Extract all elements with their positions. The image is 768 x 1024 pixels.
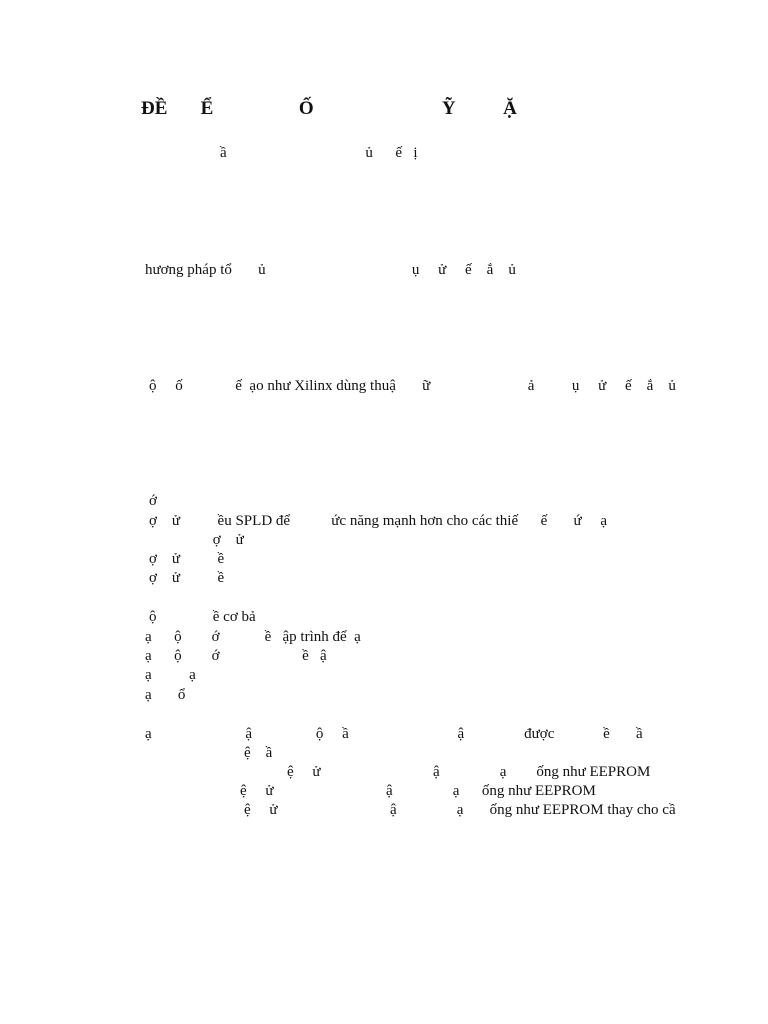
text-line-1: ầ ủ ế ị bbox=[145, 145, 418, 161]
text-line-6: ợ ử bbox=[149, 532, 244, 548]
text-line-15: ệ ầ bbox=[244, 745, 273, 761]
text-line-18: ệ ử ậ ạ ống như EEPROM thay cho cầ bbox=[244, 802, 676, 818]
text-line-3: ộ ố ế ạo như Xilinx dùng thuậ ữ ả ụ ử ế ắ ủ bbox=[149, 378, 676, 394]
text-line-7: ợ ử ề bbox=[149, 551, 225, 567]
text-line-14: ạ ậ ộ ầ ậ được ề ầ bbox=[145, 726, 643, 742]
text-line-11: ạ ộ ớ ề ậ bbox=[145, 648, 327, 664]
text-line-17: ệ ử ậ ạ ống như EEPROM bbox=[240, 783, 596, 799]
text-line-12: ạ ạ bbox=[145, 667, 196, 683]
text-line-4: ớ bbox=[149, 493, 157, 509]
text-line-16: ệ ử ậ ạ ống như EEPROM bbox=[287, 764, 651, 780]
text-line-10: ạ ộ ớ ề ập trình để ạ bbox=[145, 629, 361, 645]
text-line-2: hương pháp tổ ủ ụ ử ế ắ ủ bbox=[145, 262, 516, 278]
text-line-9: ộ ề cơ bả bbox=[149, 609, 256, 625]
text-line-13: ạ ổ bbox=[145, 687, 186, 703]
document-title: ĐỀ Ể Ố Ỹ Ặ bbox=[141, 98, 517, 119]
text-line-5: ợ ử ều SPLD để ức năng mạnh hơn cho các thiế ế ứ ạ bbox=[149, 513, 608, 529]
text-line-8: ợ ử ề bbox=[149, 570, 225, 586]
